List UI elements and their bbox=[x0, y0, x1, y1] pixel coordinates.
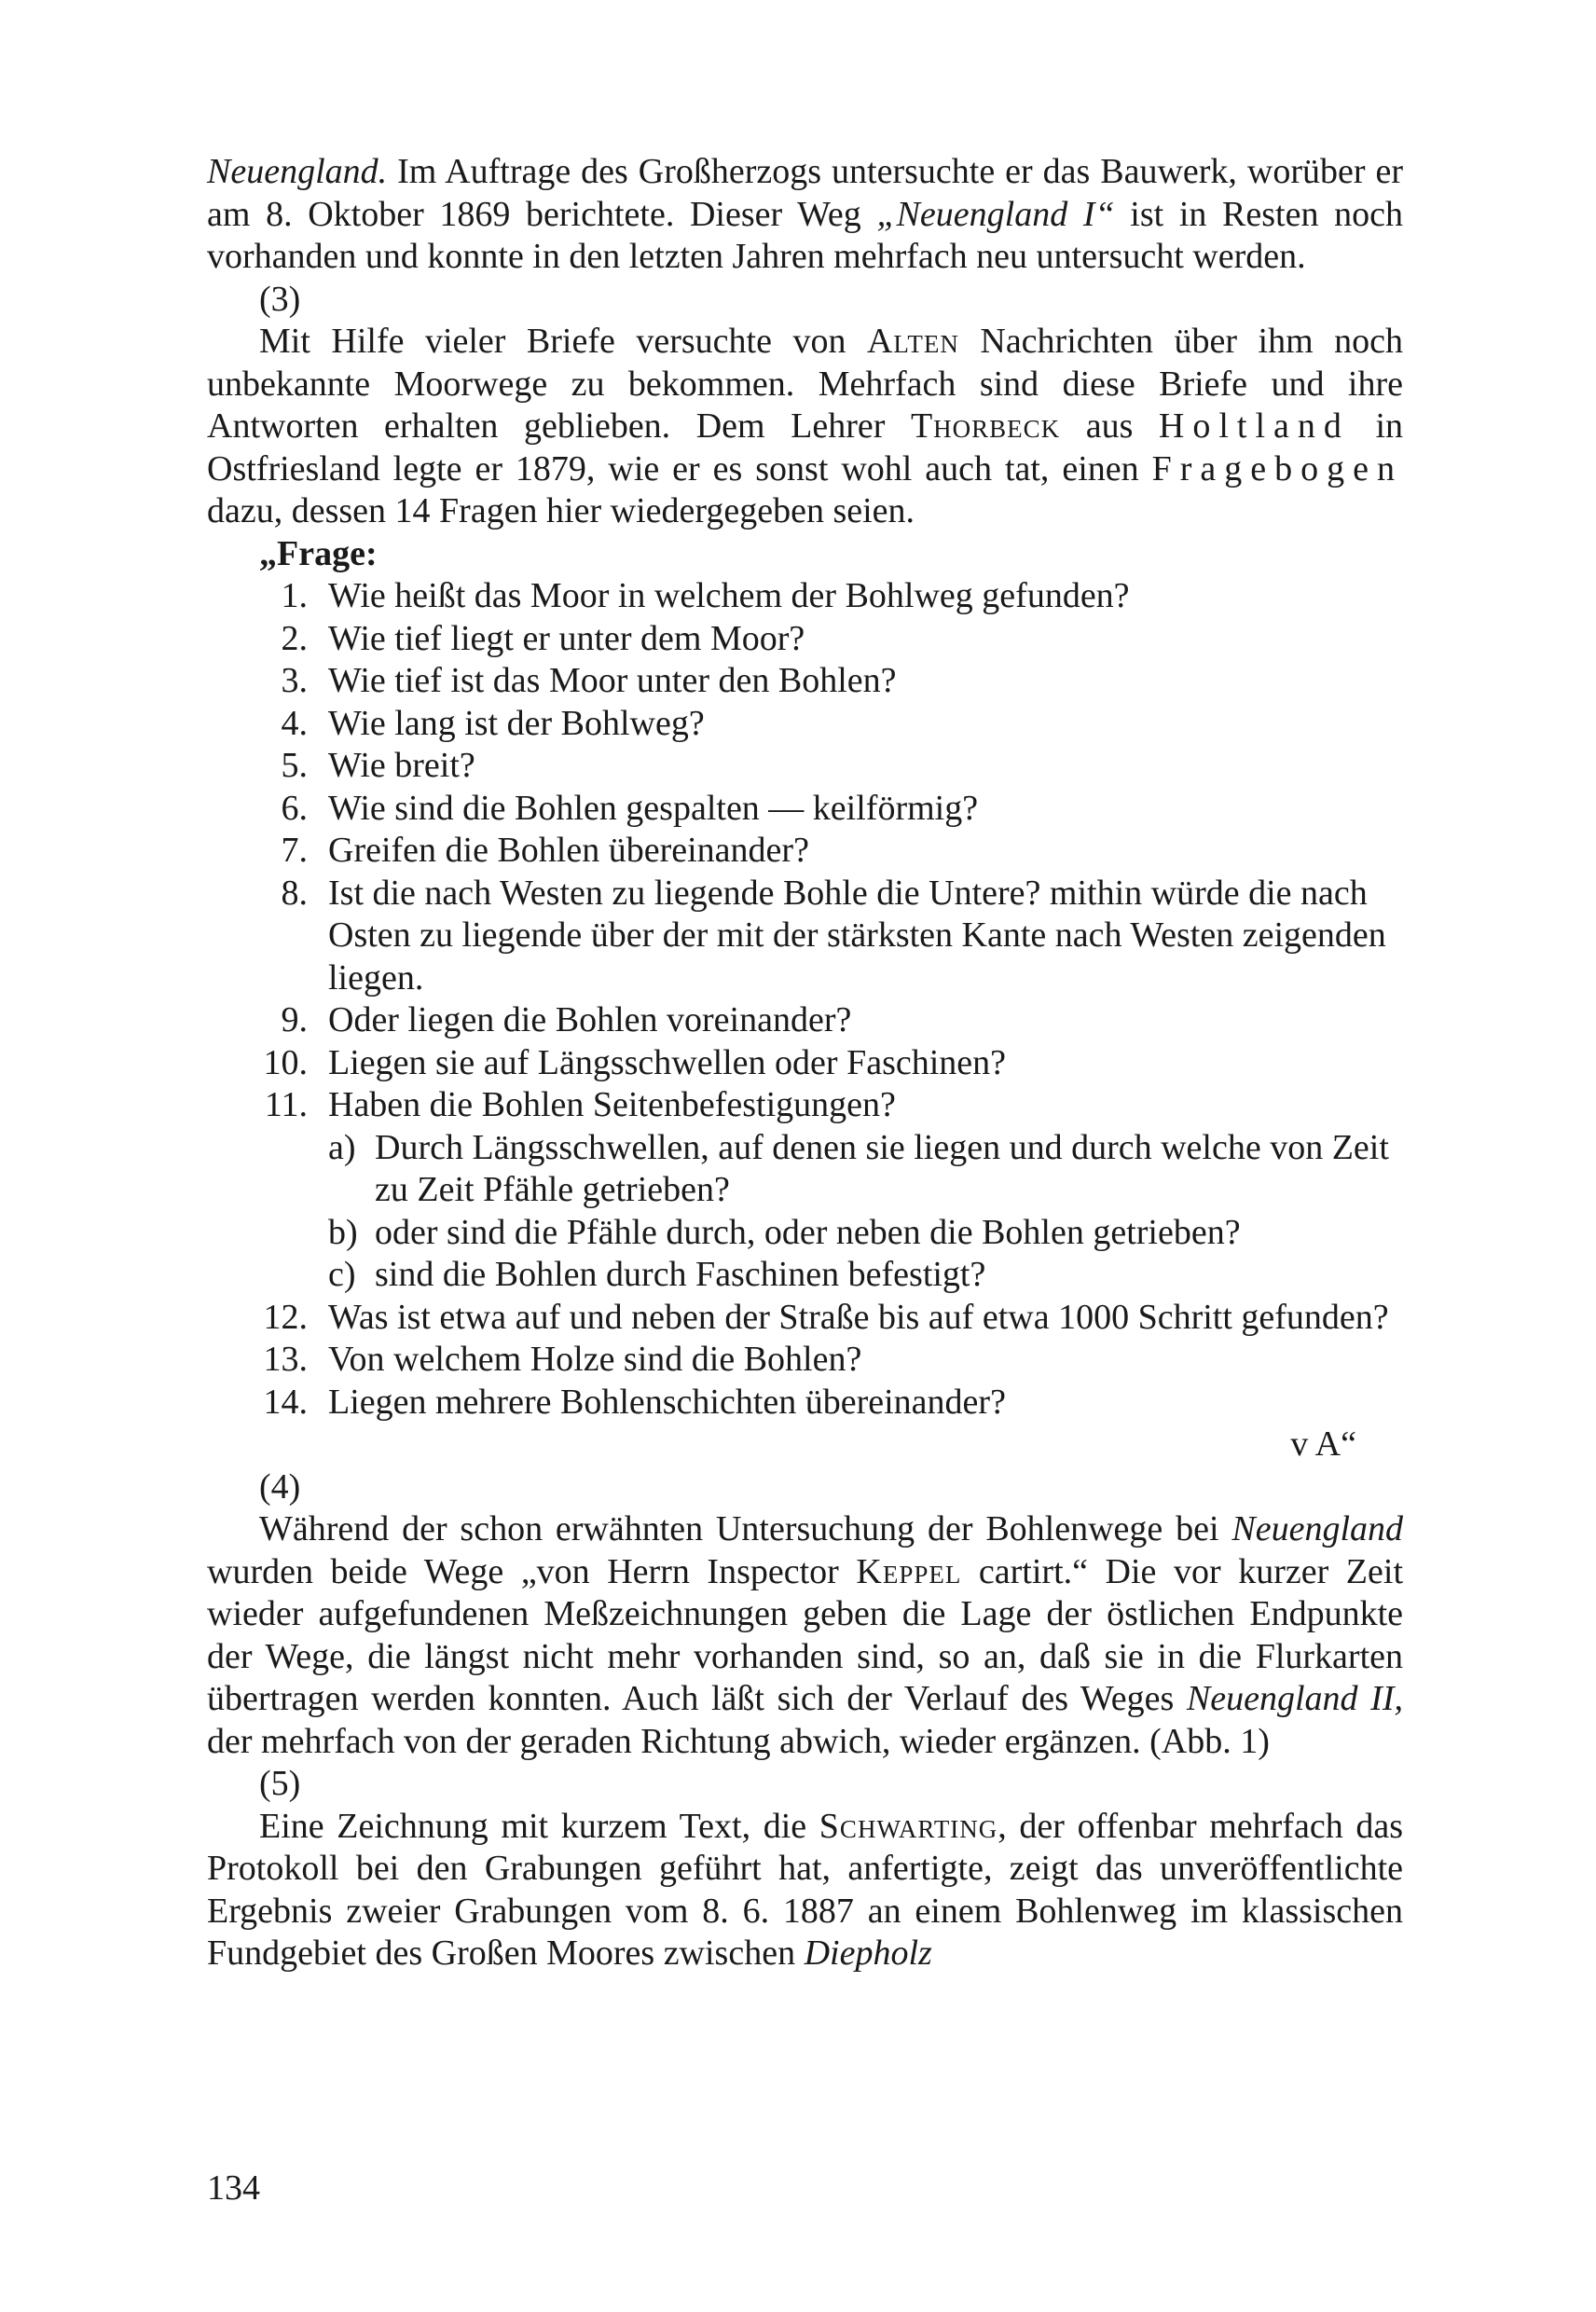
place-name: Holtland bbox=[1158, 406, 1350, 446]
sub-question-item: b) oder sind die Pfähle durch, oder neben die Bohlen getrieben? bbox=[328, 1212, 1241, 1252]
sub-question-item: a) Durch Längsschwellen, auf denen sie liegen und durch welche von Zeit zu Zeit Pfähle getrieben? bbox=[328, 1127, 1389, 1209]
person-name: Keppel bbox=[856, 1551, 962, 1591]
question-item: 1. Wie heißt das Moor in welchem der Bohlweg gefunden? bbox=[281, 576, 1130, 615]
section-number-5: (5) bbox=[259, 1764, 301, 1803]
section-number-3: (3) bbox=[259, 279, 301, 319]
place-name: Neuengland bbox=[1231, 1509, 1403, 1548]
place-name: Diepholz bbox=[804, 1934, 932, 1973]
question-item: 4. Wie lang ist der Bohlweg? bbox=[281, 703, 705, 743]
intro-paragraph: Neuengland. Im Auftrage des Großherzogs untersuchte er das Bauwerk, worüber er am 8. Oktober 1869 berichtete. Dieser Weg „Neuengland I“ ist in Resten noch vorhanden und konnte in den letzten Jahren mehrfach neu untersucht werden. bbox=[207, 152, 1403, 276]
place-name: Neuengland. bbox=[207, 152, 388, 191]
question-item: 3. Wie tief ist das Moor unter den Bohlen? bbox=[281, 661, 897, 700]
section-number-4: (4) bbox=[259, 1466, 301, 1507]
section-5-paragraph: Eine Zeichnung mit kurzem Text, die Schwarting, der offenbar mehrfach das Protokoll bei den Grabungen geführt hat, anfertigte, zeigt das unveröffentlichte Ergebnis zweier Grabungen vom 8. 6. 1887 an einem Bohlenweg im klassischen Fundgebiet des Großen Moores zwischen Diepholz bbox=[207, 1806, 1403, 1973]
question-item: 5. Wie breit? bbox=[281, 746, 475, 785]
question-item: 6. Wie sind die Bohlen gespalten — keilförmig? bbox=[281, 788, 979, 828]
question-item: 13. Von welchem Holze sind die Bohlen? bbox=[263, 1340, 862, 1379]
section-3-paragraph: Mit Hilfe vieler Briefe versuchte von Alten Nachrichten über ihm noch unbekannte Moorwege zu bekommen. Mehrfach sind diese Briefe und ihre Antworten erhalten geblieben. Dem Lehrer Thorbeck aus Holtland in Ostfriesland legte er 1879, wie er es sonst wohl auch tat, einen Fragebogen dazu, dessen 14 Fragen hier wiedergegeben seien. bbox=[207, 322, 1404, 530]
person-name: Schwarting bbox=[819, 1806, 998, 1846]
sub-question-item: c) sind die Bohlen durch Faschinen befestigt? bbox=[328, 1255, 986, 1294]
question-item: 12. Was ist etwa auf und neben der Straße bis auf etwa 1000 Schritt gefunden? bbox=[263, 1297, 1389, 1337]
page-number: 134 bbox=[207, 2168, 260, 2208]
questionnaire-heading: „Frage: bbox=[259, 533, 378, 573]
emphasized-word: Fragebogen bbox=[1151, 448, 1403, 489]
person-name: Thorbeck bbox=[910, 406, 1061, 446]
questionnaire-signature: v A“ bbox=[1290, 1424, 1356, 1464]
text-column bbox=[207, 151, 1403, 1975]
place-name: „Neuengland I“ bbox=[876, 194, 1115, 234]
place-name: Neuengland II, bbox=[1186, 1679, 1403, 1718]
question-item: 9. Oder liegen die Bohlen voreinander? bbox=[281, 1000, 852, 1039]
person-name: Alten bbox=[866, 322, 959, 361]
question-item: 11. Haben die Bohlen Seitenbefestigungen? bbox=[264, 1085, 896, 1124]
question-item: 2. Wie tief liegt er unter dem Moor? bbox=[281, 618, 805, 658]
question-item: 8. Ist die nach Westen zu liegende Bohle die Untere? mithin würde die nach Osten zu liegende über der mit der stärksten Kante nach Westen zeigenden liegen. bbox=[281, 873, 1386, 998]
question-item: 14. Liegen mehrere Bohlenschichten übereinander? bbox=[263, 1382, 1006, 1422]
question-item: 7. Greifen die Bohlen übereinander? bbox=[281, 831, 809, 870]
question-item: 10. Liegen sie auf Längsschwellen oder Faschinen? bbox=[263, 1042, 1007, 1082]
section-4-paragraph: Während der schon erwähnten Untersuchung der Bohlenwege bei Neuengland wurden beide Wege „von Herrn Inspector Keppel cartirt.“ Die vor kurzer Zeit wieder aufgefundenen Meßzeichnungen geben die Lage der östlichen Endpunkte der Wege, die längst nicht mehr vorhanden sind, so an, daß sie in die Flurkarten übertragen werden konnten. Auch läßt sich der Verlauf des Weges Neuengland II, der mehrfach von der geraden Richtung abwich, wieder ergänzen. (Abb. 1) bbox=[207, 1509, 1403, 1761]
